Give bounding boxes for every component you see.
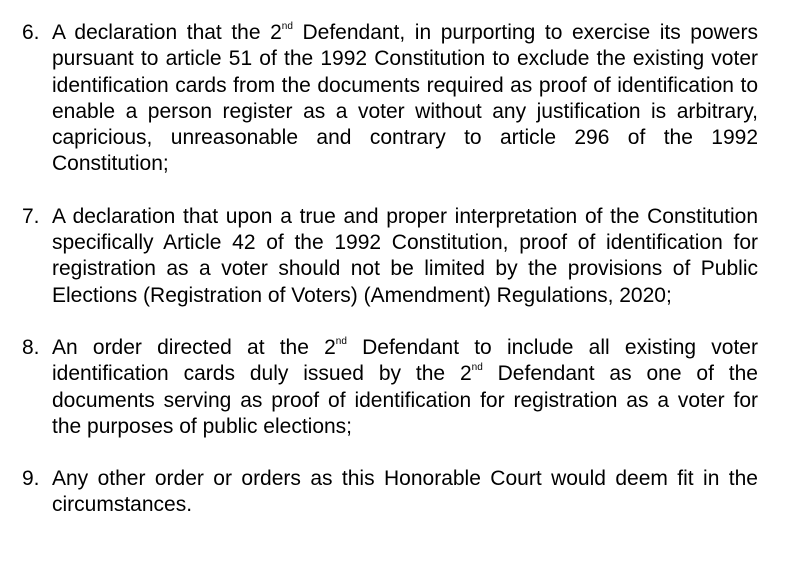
superscript-ordinal: nd bbox=[281, 21, 293, 32]
item-text: Any other order or orders as this Honorable Court would deem fit in the circumstances. bbox=[52, 467, 758, 517]
item-text: A declaration that upon a true and proper interpretation of the Constitution specifically Article 42 of the 1992 Constitution, proof of identification for registration as a voter should not be limited by the provisions of Public Elections (Registration of Voters) (Amendment) Regulations, 2020; bbox=[52, 204, 758, 307]
list-item-6 bbox=[22, 20, 758, 178]
item-number: 6. bbox=[22, 21, 40, 44]
item-number: 8. bbox=[22, 335, 40, 359]
item-number: 7. bbox=[22, 204, 40, 228]
superscript-ordinal: nd bbox=[335, 335, 347, 347]
list-item-9 bbox=[22, 466, 758, 519]
item-number: 9. bbox=[22, 467, 40, 491]
list-item-7 bbox=[22, 204, 758, 309]
superscript-ordinal: nd bbox=[471, 362, 483, 374]
item-text: A declaration that the 2nd Defendant, in purporting to exercise its powers pursuant to article 51 of the 1992 Constitution to exclude the existing voter identification cards from the documents required as proof of identification to enable a person register as a voter without any justification is arbitrary, capricious, unreasonable and contrary to article 296 of the 1992 Constitution; bbox=[52, 21, 758, 176]
list-item-8 bbox=[22, 335, 758, 440]
item-text: An order directed at the 2nd Defendant to include all existing voter identification cards duly issued by the 2nd Defendant as one of the documents serving as proof of identification for registration as a voter for the purposes of public elections; bbox=[52, 335, 758, 438]
